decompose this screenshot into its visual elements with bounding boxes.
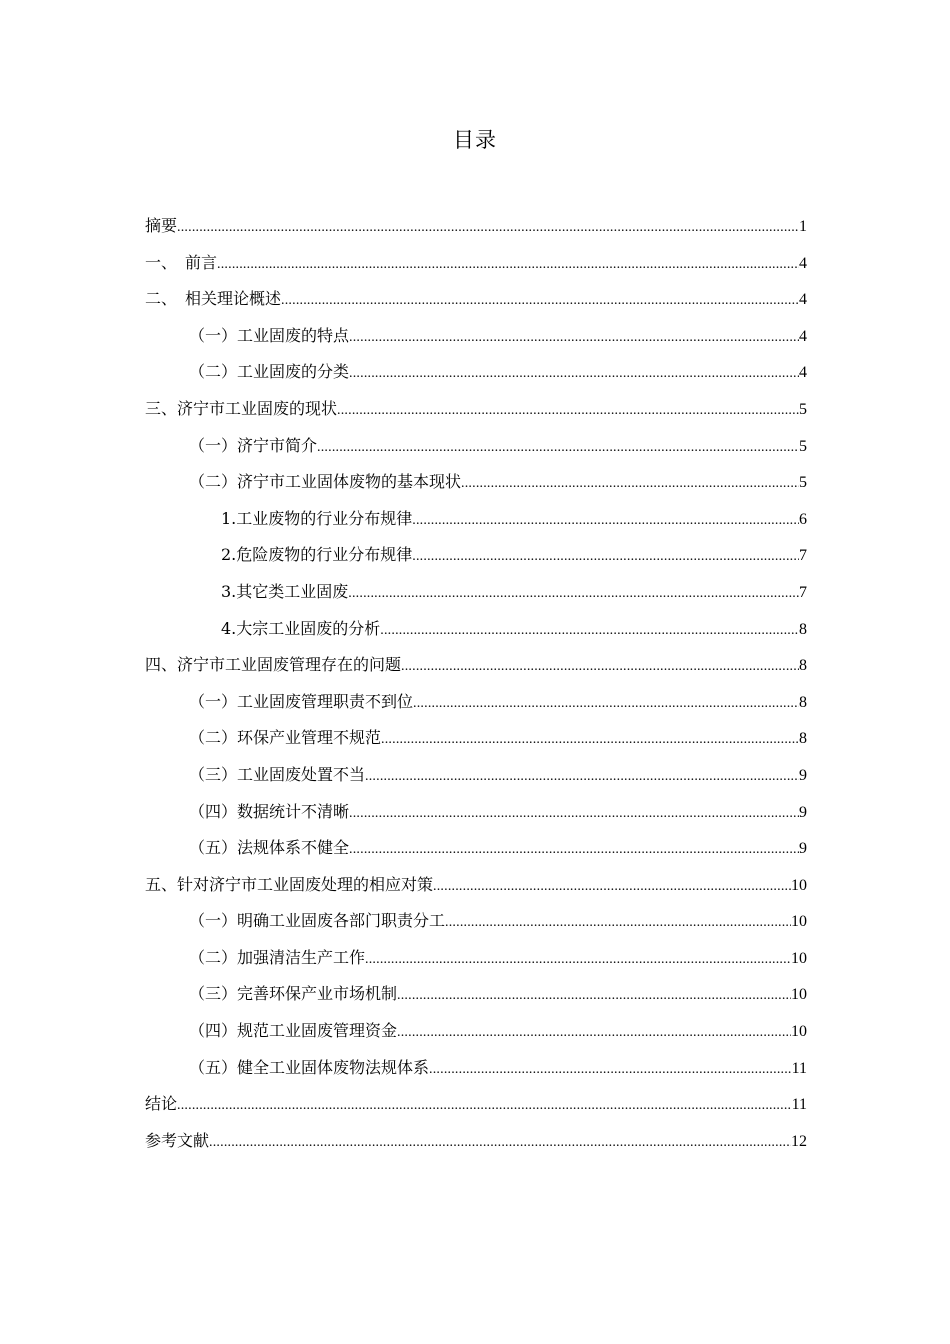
toc-page-number: 9 bbox=[799, 766, 807, 784]
toc-page-number: 10 bbox=[791, 1023, 807, 1041]
table-of-contents bbox=[145, 208, 807, 1159]
toc-entry-title: 二、 相关理论概述 bbox=[145, 289, 282, 309]
toc-entry[interactable] bbox=[145, 318, 807, 355]
toc-entry[interactable] bbox=[145, 1013, 807, 1050]
toc-dot-leader bbox=[365, 759, 799, 796]
toc-entry[interactable] bbox=[145, 867, 807, 904]
toc-entry-title: 1.工业废物的行业分布规律 bbox=[221, 508, 413, 528]
toc-entry[interactable] bbox=[145, 281, 807, 318]
toc-dot-leader bbox=[209, 1125, 791, 1162]
toc-page-number: 7 bbox=[799, 583, 807, 601]
toc-page-number: 9 bbox=[799, 840, 807, 858]
toc-entry-title: 摘要 bbox=[145, 216, 178, 235]
toc-entry[interactable] bbox=[145, 354, 807, 391]
toc-page-number: 11 bbox=[791, 1096, 807, 1114]
toc-entry-title: （一）明确工业固废各部门职责分工 bbox=[189, 911, 446, 931]
toc-entry[interactable] bbox=[145, 574, 807, 611]
toc-entry[interactable] bbox=[145, 501, 807, 538]
toc-dot-leader bbox=[349, 356, 799, 393]
toc-entry[interactable] bbox=[145, 1123, 807, 1160]
toc-entry-title: （二）济宁市工业固体废物的基本现状 bbox=[189, 472, 462, 492]
toc-dot-leader bbox=[337, 393, 799, 430]
toc-dot-leader bbox=[317, 430, 799, 467]
toc-page-number: 7 bbox=[799, 547, 807, 565]
toc-dot-leader bbox=[365, 942, 791, 979]
toc-entry-title: （一）工业固废的特点 bbox=[189, 325, 350, 345]
toc-entry-title: （三）工业固废处置不当 bbox=[189, 764, 366, 784]
toc-dot-leader bbox=[217, 247, 799, 284]
toc-dot-leader bbox=[413, 686, 799, 723]
toc-page-number: 8 bbox=[799, 657, 807, 675]
toc-entry-title: （一）工业固废管理职责不到位 bbox=[189, 691, 414, 711]
toc-page-number: 4 bbox=[799, 364, 807, 382]
toc-entry-title: 四、济宁市工业固废管理存在的问题 bbox=[145, 655, 402, 675]
toc-entry[interactable] bbox=[145, 391, 807, 428]
toc-page-number: 10 bbox=[791, 949, 807, 967]
toc-entry-title: （三）完善环保产业市场机制 bbox=[189, 984, 398, 1004]
toc-entry[interactable] bbox=[145, 245, 807, 282]
toc-dot-leader bbox=[349, 320, 799, 357]
toc-dot-leader bbox=[433, 869, 791, 906]
toc-dot-leader bbox=[445, 905, 791, 942]
toc-dot-leader bbox=[429, 1052, 792, 1089]
toc-entry-title: （二）加强清洁生产工作 bbox=[189, 947, 366, 967]
toc-dot-leader bbox=[281, 283, 799, 320]
toc-dot-leader bbox=[397, 978, 791, 1015]
toc-entry[interactable] bbox=[145, 464, 807, 501]
toc-page-number: 10 bbox=[791, 913, 807, 931]
toc-entry[interactable] bbox=[145, 428, 807, 465]
toc-entry-title: 一、 前言 bbox=[145, 252, 218, 272]
toc-entry-title: （四）规范工业固废管理资金 bbox=[189, 1021, 398, 1041]
toc-page-number: 5 bbox=[799, 437, 807, 455]
toc-entry[interactable] bbox=[145, 1050, 807, 1087]
toc-page-number: 8 bbox=[799, 730, 807, 748]
toc-dot-leader bbox=[177, 1088, 792, 1125]
toc-entry-title: （二）工业固废的分类 bbox=[189, 362, 350, 382]
toc-dot-leader bbox=[397, 1015, 791, 1052]
toc-entry-title: 4.大宗工业固废的分析 bbox=[221, 618, 381, 638]
toc-entry-title: （二）环保产业管理不规范 bbox=[189, 728, 382, 748]
toc-entry[interactable] bbox=[145, 537, 807, 574]
toc-dot-leader bbox=[412, 539, 799, 576]
toc-page-number: 4 bbox=[799, 254, 807, 272]
toc-page-number: 5 bbox=[799, 400, 807, 418]
toc-entry-title: 3.其它类工业固废 bbox=[221, 581, 349, 601]
toc-entry[interactable] bbox=[145, 903, 807, 940]
toc-dot-leader bbox=[349, 832, 799, 869]
toc-entry[interactable] bbox=[145, 794, 807, 831]
toc-page-number: 6 bbox=[799, 510, 807, 528]
toc-entry[interactable] bbox=[145, 208, 807, 245]
toc-page-number: 12 bbox=[791, 1132, 807, 1150]
toc-entry[interactable] bbox=[145, 757, 807, 794]
toc-page-number: 4 bbox=[799, 327, 807, 345]
toc-page-number: 5 bbox=[799, 474, 807, 492]
toc-dot-leader bbox=[461, 466, 799, 503]
toc-entry-title: 三、济宁市工业固废的现状 bbox=[145, 398, 338, 418]
toc-dot-leader bbox=[380, 613, 799, 650]
toc-page-number: 4 bbox=[799, 291, 807, 309]
toc-entry-title: 五、针对济宁市工业固废处理的相应对策 bbox=[145, 874, 434, 894]
toc-entry[interactable] bbox=[145, 976, 807, 1013]
toc-entry[interactable] bbox=[145, 647, 807, 684]
toc-page-number: 9 bbox=[799, 803, 807, 821]
toc-page-number: 1 bbox=[799, 218, 807, 235]
toc-page-number: 11 bbox=[791, 1059, 807, 1077]
toc-dot-leader bbox=[401, 649, 799, 686]
toc-entry-title: （五）法规体系不健全 bbox=[189, 838, 350, 858]
toc-dot-leader bbox=[177, 210, 799, 247]
page-title: 目录 bbox=[453, 128, 497, 152]
toc-entry[interactable] bbox=[145, 940, 807, 977]
toc-dot-leader bbox=[349, 796, 799, 833]
toc-entry-title: 2.危险废物的行业分布规律 bbox=[221, 545, 413, 565]
toc-entry-title: 参考文献 bbox=[145, 1130, 210, 1150]
toc-page-number: 8 bbox=[799, 693, 807, 711]
toc-entry-title: （五）健全工业固体废物法规体系 bbox=[189, 1057, 430, 1077]
toc-page-number: 10 bbox=[791, 986, 807, 1004]
toc-page-number: 10 bbox=[791, 876, 807, 894]
toc-entry-title: （一）济宁市简介 bbox=[189, 435, 318, 455]
toc-dot-leader bbox=[381, 722, 799, 759]
toc-entry[interactable] bbox=[145, 720, 807, 757]
toc-dot-leader bbox=[412, 503, 799, 540]
toc-entry-title: 结论 bbox=[145, 1094, 178, 1114]
toc-page-number: 8 bbox=[799, 620, 807, 638]
toc-entry[interactable] bbox=[145, 684, 807, 721]
toc-entry-title: （四）数据统计不清晰 bbox=[189, 801, 350, 821]
toc-entry[interactable] bbox=[145, 611, 807, 648]
toc-dot-leader bbox=[348, 576, 799, 613]
toc-entry[interactable] bbox=[145, 1086, 807, 1123]
toc-entry[interactable] bbox=[145, 830, 807, 867]
